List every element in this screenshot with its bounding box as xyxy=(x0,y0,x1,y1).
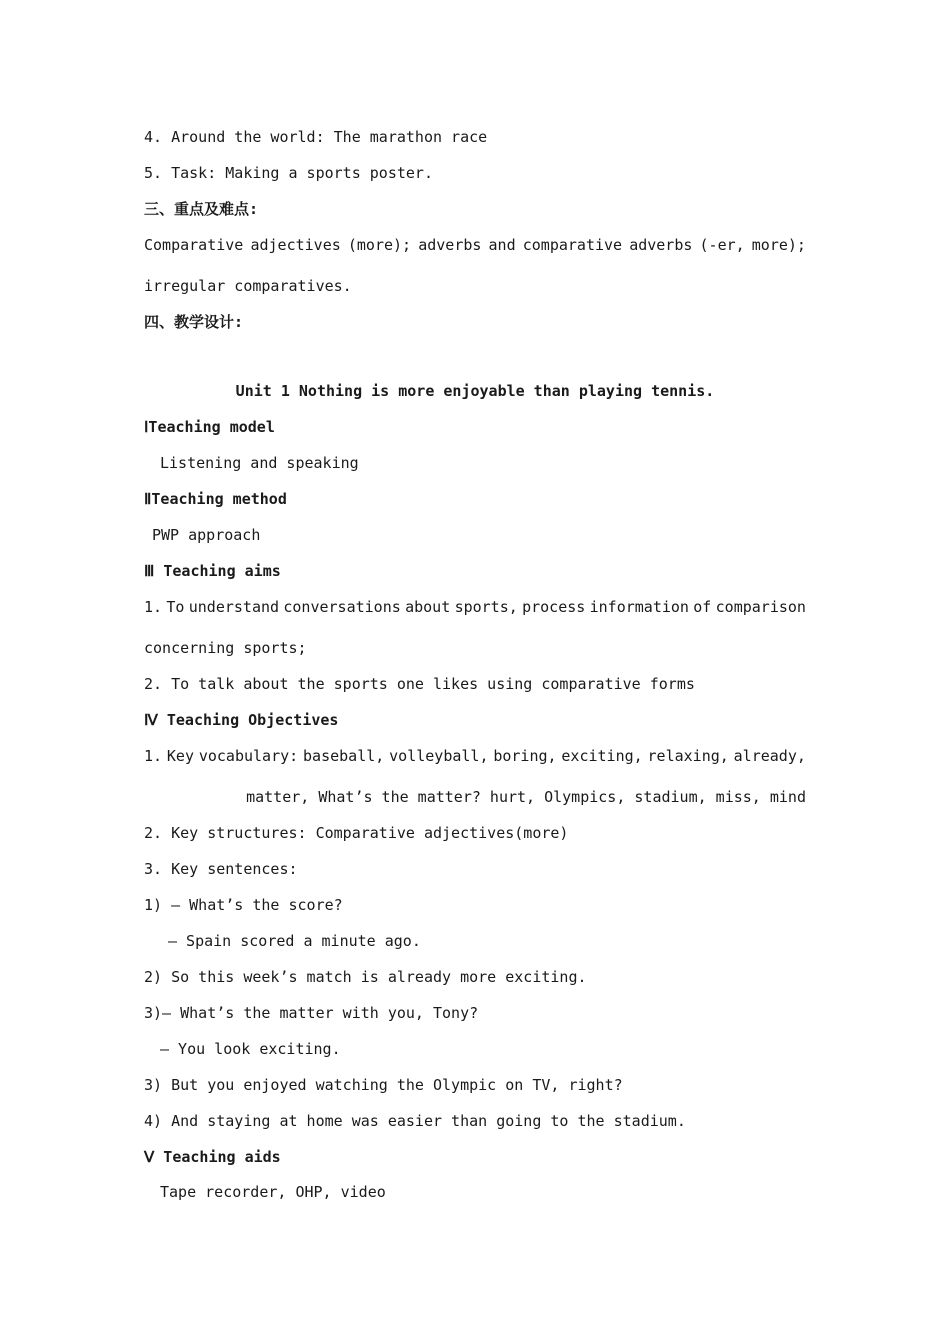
word: process xyxy=(522,598,586,616)
word: more); xyxy=(751,236,806,254)
word: already, xyxy=(733,747,806,765)
aims-line-2: 2. To talk about the sports one likes using comparative forms xyxy=(144,675,695,693)
vocab-line xyxy=(144,746,806,766)
sentence: 2) So this week’s match is already more exciting. xyxy=(144,968,587,986)
word: adverbs xyxy=(418,236,482,254)
sentence: — Spain scored a minute ago. xyxy=(168,932,421,950)
design-heading: 四、教学设计: xyxy=(144,313,244,331)
method-heading: ⅡTeaching method xyxy=(144,490,287,508)
key-structures: 2. Key structures: Comparative adjectives(more) xyxy=(144,824,569,842)
key-points-line-1 xyxy=(144,235,806,255)
word: sports, xyxy=(454,598,518,616)
word: adverbs xyxy=(629,236,693,254)
unit-title: Unit 1 Nothing is more enjoyable than playing tennis. xyxy=(235,382,715,400)
model-heading: ⅠTeaching model xyxy=(144,418,275,436)
word: conversations xyxy=(283,598,401,616)
word: (more); xyxy=(347,236,412,254)
word: Key xyxy=(166,747,194,765)
word: volleyball, xyxy=(389,747,489,765)
word: about xyxy=(405,598,451,616)
sentence: 3) But you enjoyed watching the Olympic on TV, right? xyxy=(144,1076,623,1094)
sentence: 1) — What’s the score? xyxy=(144,896,343,914)
objectives-heading: Ⅳ Teaching Objectives xyxy=(144,711,339,729)
sentence: — You look exciting. xyxy=(160,1040,341,1058)
word: boring, xyxy=(493,747,557,765)
word: and xyxy=(488,236,516,254)
sentence: 4) And staying at home was easier than going to the stadium. xyxy=(144,1112,686,1130)
word: 1. xyxy=(144,747,163,765)
aims-line-1-cont: concerning sports; xyxy=(144,639,307,657)
method-text: PWP approach xyxy=(152,526,261,544)
vocab-line-cont: matter, What’s the matter? hurt, Olympics, stadium, miss, mind xyxy=(246,788,806,806)
word: comparative xyxy=(522,236,623,254)
word: information xyxy=(589,598,689,616)
word: of xyxy=(693,598,712,616)
key-points-heading: 三、重点及难点: xyxy=(144,200,259,218)
word: comparison xyxy=(715,598,806,616)
list-item-5: 5. Task: Making a sports poster. xyxy=(144,164,433,182)
word: exciting, xyxy=(561,747,643,765)
list-item-4: 4. Around the world: The marathon race xyxy=(144,128,488,146)
model-text: Listening and speaking xyxy=(160,454,359,472)
aims-line-1 xyxy=(144,597,806,617)
word: baseball, xyxy=(303,747,385,765)
word: adjectives xyxy=(250,236,341,254)
key-points-line-2: irregular comparatives. xyxy=(144,277,352,295)
aids-heading: Ⅴ Teaching aids xyxy=(144,1148,281,1166)
word: To xyxy=(166,598,185,616)
word: understand xyxy=(188,598,280,616)
word: 1. xyxy=(144,598,163,616)
aims-heading: Ⅲ Teaching aims xyxy=(144,562,281,580)
word: (-er, xyxy=(699,236,745,254)
sentence: 3)— What’s the matter with you, Tony? xyxy=(144,1004,479,1022)
word: vocabulary: xyxy=(198,747,299,765)
aids-text: Tape recorder, OHP, video xyxy=(160,1183,386,1201)
word: Comparative xyxy=(144,236,244,254)
key-sentences-label: 3. Key sentences: xyxy=(144,860,298,878)
word: relaxing, xyxy=(647,747,729,765)
